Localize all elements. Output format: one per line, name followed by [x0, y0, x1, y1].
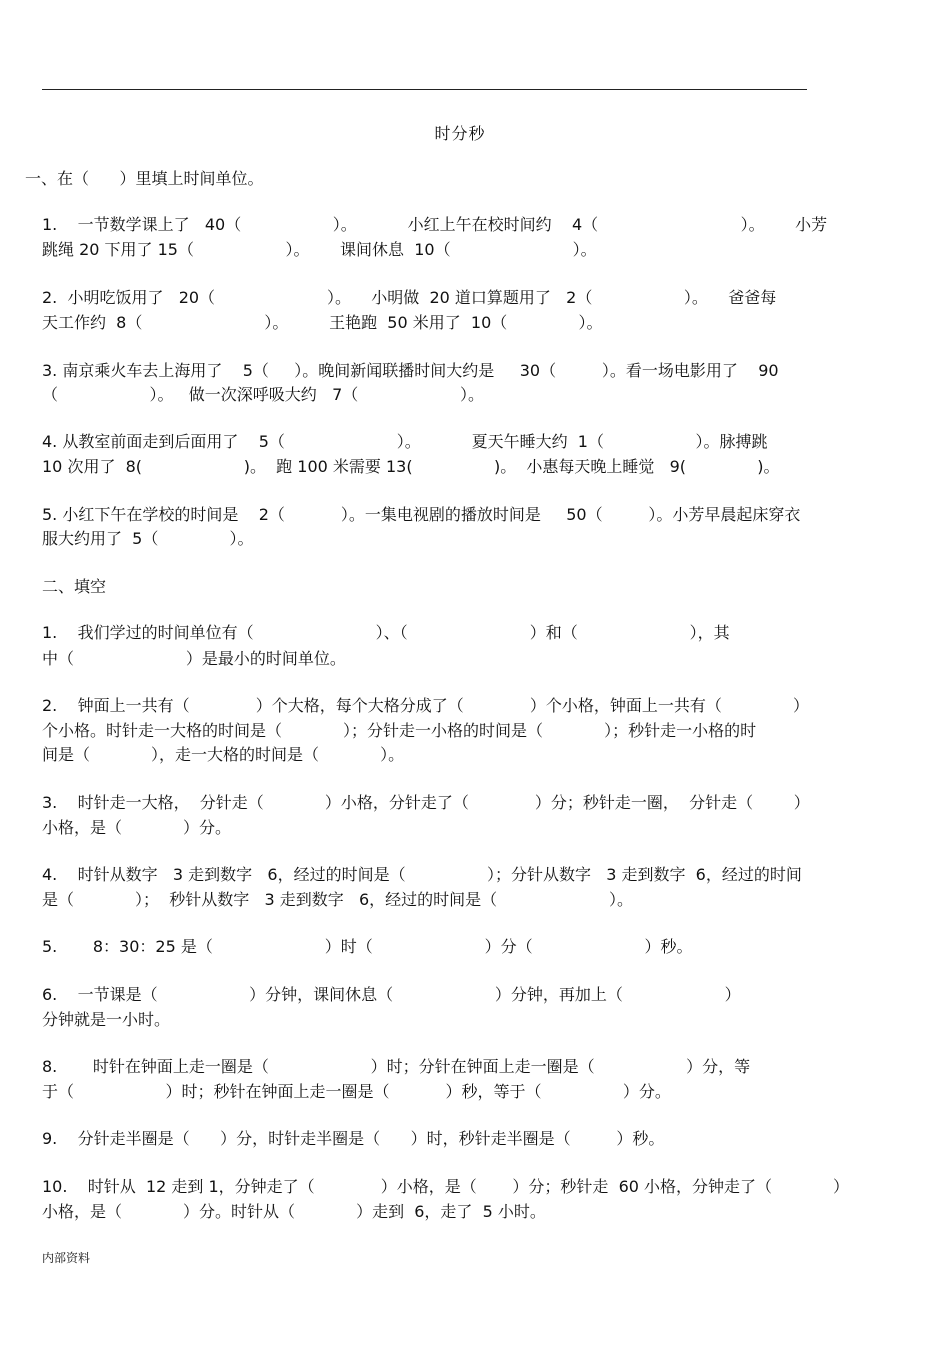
- question-line: 个小格。时针走一大格的时间是（ ）；分针走一小格的时间是（ ）；秒针走一小格的时: [42, 721, 757, 740]
- question-line: 间是（ ），走一大格的时间是（ ）。: [42, 745, 405, 764]
- question-line: 2. 钟面上一共有（ ）个大格，每个大格分成了（ ）个小格，钟面上一共有（ ）: [42, 696, 810, 715]
- question-line: （ ）。 做一次深呼吸大约 7（ ）。: [42, 385, 484, 404]
- question-line: 小格，是（ ）分。: [42, 818, 232, 837]
- question-line: 跳绳 20 下用了 15（ ）。 课间休息 10（ ）。: [42, 240, 597, 259]
- question-line: 8. 时针在钟面上走一圈是（ ）时；分针在钟面上走一圈是（ ）分，等: [42, 1057, 751, 1076]
- question-line: 小格，是（ ）分。时针从（ ）走到 6，走了 5 小时。: [42, 1202, 546, 1221]
- question-line: 6. 一节课是（ ）分钟，课间休息（ ）分钟，再加上（ ）: [42, 985, 741, 1004]
- top-rule: [42, 89, 807, 90]
- question-line: 4. 从教室前面走到后面用了 5（ ）。 夏天午睡大约 1（ ）。脉搏跳: [42, 432, 768, 451]
- question-line: 1. 一节数学课上了 40（ ）。 小红上午在校时间约 4（ ）。 小芳: [42, 215, 828, 234]
- question-line: 分钟就是一小时。: [42, 1010, 171, 1029]
- question-line: 于（ ）时；秒针在钟面上走一圈是（ ）秒，等于（ ）分。: [42, 1082, 671, 1101]
- question-line: 5. 小红下午在学校的时间是 2（ ）。一集电视剧的播放时间是 50（ ）。小芳早晨起床穿衣: [42, 505, 801, 524]
- question-line: 5. 8：30：25 是（ ）时（ ）分（ ）秒。: [42, 937, 693, 956]
- question-line: 10 次用了 8( )。 跑 100 米需要 13( )。 小惠每天晚上睡觉 9( )。: [42, 457, 780, 476]
- question-line: 中（ ）是最小的时间单位。: [42, 649, 346, 668]
- question-line: 天工作约 8（ ）。 王艳跑 50 米用了 10（ ）。: [42, 313, 603, 332]
- question-line: 9. 分针走半圈是（ ）分，时针走半圈是（ ）时，秒针走半圈是（ ）秒。: [42, 1129, 665, 1148]
- footer-note: 内部资料: [42, 1251, 91, 1265]
- question-line: 4. 时针从数字 3 走到数字 6，经过的时间是（ ）；分针从数字 3 走到数字 6，经过的时间: [42, 865, 802, 884]
- question-line: 10. 时针从 12 走到 1，分钟走了（ ）小格，是（ ）分；秒针走 60 小格，分钟走了（ ）: [42, 1177, 850, 1196]
- question-line: 3. 时针走一大格， 分针走（ ）小格，分针走了（ ）分；秒针走一圈， 分针走（ ）: [42, 793, 810, 812]
- question-line: 是（ ）； 秒针从数字 3 走到数字 6，经过的时间是（ ）。: [42, 890, 634, 909]
- question-line: 2. 小明吃饭用了 20（ ）。 小明做 20 道口算题用了 2（ ）。 爸爸每: [42, 288, 777, 307]
- question-line: 1. 我们学过的时间单位有（ ）、（ ）和（ ），其: [42, 623, 730, 642]
- section-heading-1: 一、在（ ）里填上时间单位。: [25, 169, 264, 188]
- question-line: 3. 南京乘火车去上海用了 5（ ）。晚间新闻联播时间大约是 30（ ）。看一场电影用了 90: [42, 361, 779, 380]
- page-title: 时分秒: [434, 124, 486, 143]
- question-line: 服大约用了 5（ ）。: [42, 529, 254, 548]
- section-heading-2: 二、填空: [42, 577, 107, 596]
